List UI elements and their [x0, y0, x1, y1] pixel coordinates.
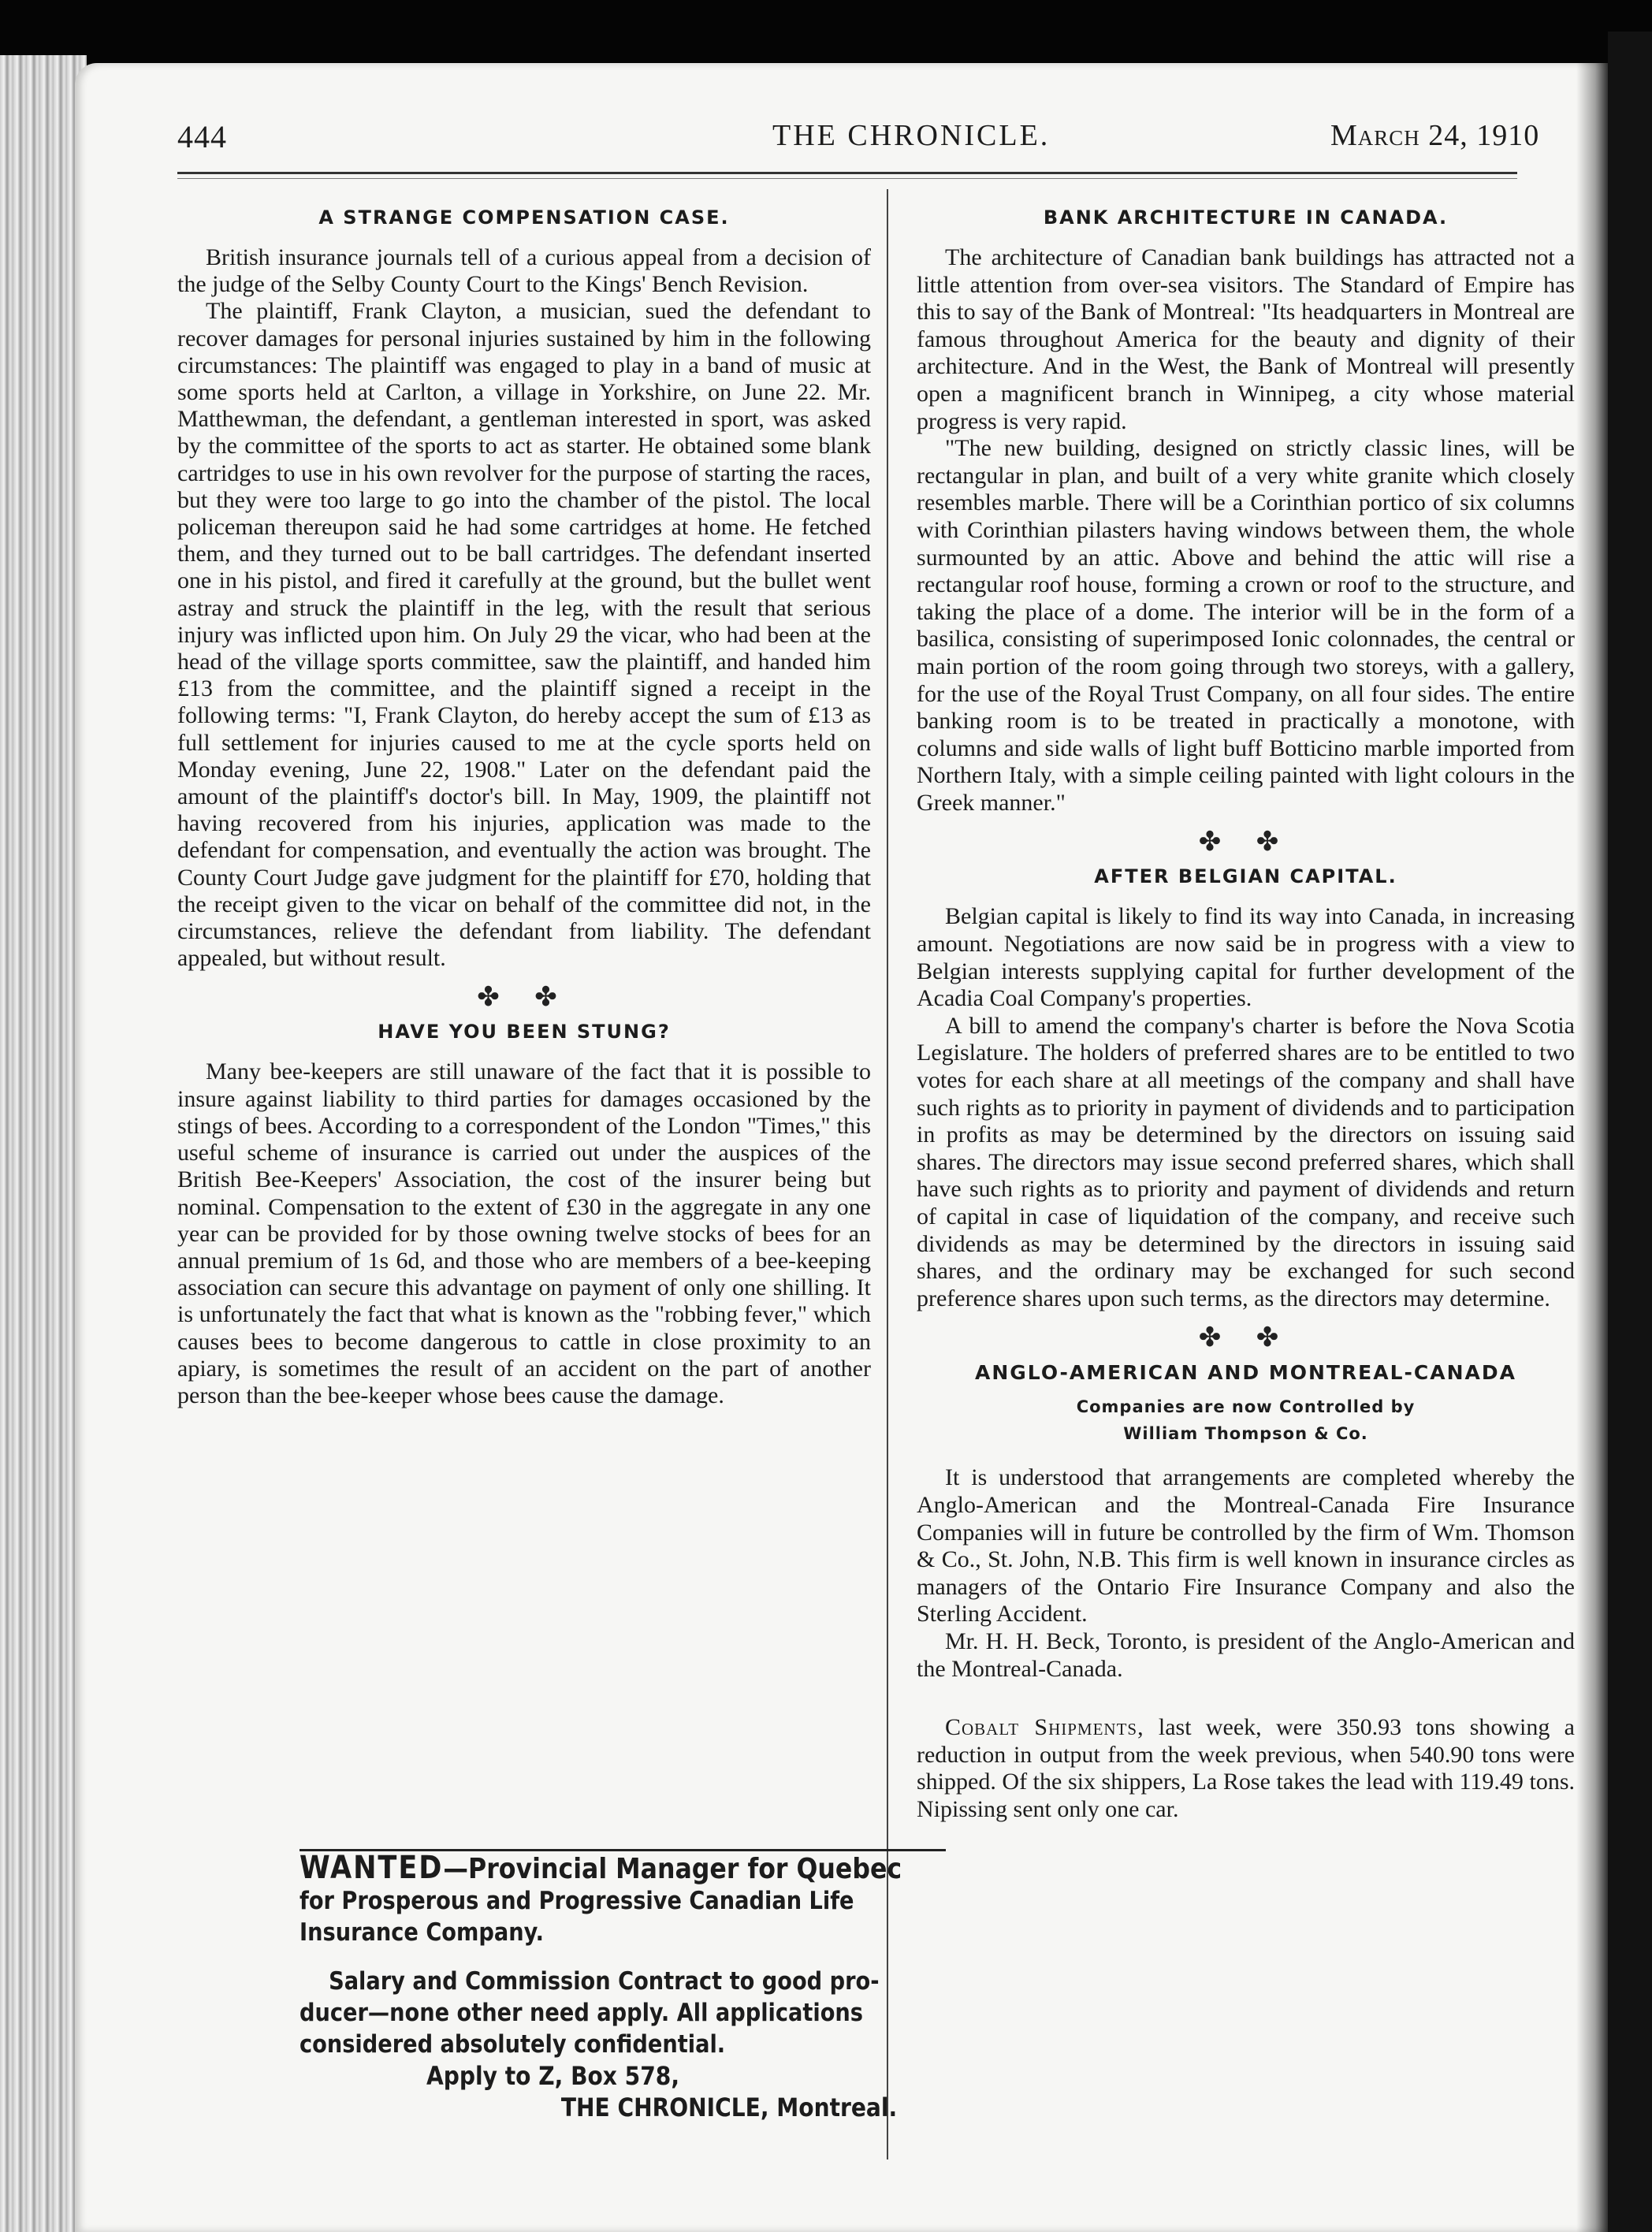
ad-line [300, 1852, 930, 1885]
article-title: A STRANGE COMPENSATION CASE. [318, 206, 730, 229]
article-title: ANGLO-AMERICAN AND MONTREAL-CANADA [975, 1361, 1516, 1385]
running-title: THE CHRONICLE. [772, 119, 1051, 152]
ad-line: THE CHRONICLE, Montreal. [560, 2092, 898, 2122]
issue-date: March 24, 1910 [1330, 119, 1540, 152]
ad-line: Apply to Z, Box 578, [426, 2061, 680, 2091]
article-paragraph: The architecture of Canadian bank buildings has attracted not a little attention from over-sea visitors. The Standard of Empire has this to say of the Bank of Montreal: "Its headquarters in Montreal are famous throughout America for the beauty and dignity of their architecture. And in the West, the Bank of Montreal will presently open a magnificent branch in Winnipeg, a city whose material progress is very rapid. [917, 244, 1575, 434]
ad-line-rest: —Provincial Manager for Quebec [443, 1853, 902, 1885]
page-number: 444 [177, 119, 227, 154]
subtitle-line: Companies are now Controlled by [1076, 1397, 1416, 1417]
article-paragraph: Many bee-keepers are still unaware of the fact that it is possible to insure against liability to third parties for damages occasioned by the stings of bees. According to a correspondent of the London "Times," this useful scheme of insurance is carried out under the auspices of the British Bee-Keepers' Association, the cost of the insurer being but nominal. Compensation to the extent of £30 in the aggregate in any one year can be provided for by those owning twelve stocks of bees for an annual premium of 1s 6d, and those who are members of a bee-keeping association can secure this advantage on payment of only one shilling. It is unfortunately the fact that what is known as the "robbing fever," which causes bees to become dangerous to cattle in close proximity to an apiary, is sometimes the result of an accident on the part of another person than the bee-keeper whose bees cause the damage. [177, 1058, 871, 1408]
scan-background-right [1608, 32, 1652, 2232]
article-subtitle [917, 1393, 1575, 1447]
ad-line: Salary and Commission Contract to good pro- [329, 1967, 880, 1996]
section-ornament: ✤ ✤ [1198, 828, 1293, 857]
article-title: AFTER BELGIAN CAPITAL. [1094, 865, 1397, 888]
left-column [177, 203, 871, 1409]
section-ornament: ✤ ✤ [1198, 1323, 1293, 1353]
ad-line: for Prosperous and Progressive Canadian Life [300, 1887, 854, 1915]
article-paragraph: British insurance journals tell of a curious appeal from a decision of the judge of the Selby County Court to the Kings' Bench Revision. [177, 244, 871, 298]
article-title: HAVE YOU BEEN STUNG? [378, 1021, 671, 1043]
cobalt-note-lead: Cobalt Shipments, [945, 1714, 1144, 1741]
header-rule-thin [177, 178, 1517, 179]
subtitle-line: William Thompson & Co. [1123, 1424, 1368, 1444]
right-column [917, 203, 1575, 1824]
spacer [917, 1683, 1575, 1714]
article-title: BANK ARCHITECTURE IN CANADA. [1043, 206, 1449, 229]
article-paragraph: "The new building, designed on strictly classic lines, will be rectangular in plan, and built of a very white granite which closely resembles marble. There will be a Corinthian portico of six columns with Corinthian pilasters having windows between them, the whole surmounted by an attic. Above and behind the attic will rise a rectangular roof house, forming a crown or roof to the structure, and taking the place of a dome. The interior will be in the form of a basilica, consisting of superimposed Ionic colonnades, the central or main portion of the room going through two storeys, with a gallery, for the use of the Royal Trust Company, on all four sides. The entire banking room is to be treated in practically a monotone, with columns and side walls of light buff Botticino marble imported from Northern Italy, with a simple ceiling painted with light colours in the Greek manner." [917, 435, 1575, 816]
section-ornament: ✤ ✤ [477, 983, 571, 1013]
article-paragraph: Belgian capital is likely to find its way into Canada, in increasing amount. Negotiations are now said be in progress with a view to Belgian interests supplying capital for further development of the Acadia Coal Company's properties. [917, 903, 1575, 1012]
ad-line: considered absolutely confidential. [300, 2030, 726, 2059]
gutter-shadow [1576, 63, 1608, 2232]
wanted-advertisement [300, 1852, 946, 2123]
ad-wanted: WANTED [300, 1850, 444, 1886]
article-paragraph: A bill to amend the company's charter is before the Nova Scotia Legislature. The holders of preferred shares are to be entitled to two votes for each share at all meetings of the company and shall have such rights as to priority in payment of dividends and to participation in profits as may be determined by the directors on issuing said shares. The directors may issue second preferred shares, which shall have such rights as to priority and payment of dividends and return of capital in case of liquidation of the company, and receive such dividends as may be determined by the directors in issuing said shares, and the ordinary may be exchanged for such second preference shares upon such terms, as the directors may determine. [917, 1012, 1575, 1311]
ad-line: Insurance Company. [300, 1918, 544, 1947]
ad-line: ducer—none other need apply. All applications [300, 1999, 863, 2027]
header-rule [177, 172, 1517, 174]
cobalt-note-text: last week, were 350.93 tons showing a reduction in output from the week previous, when 540.90 tons were shipped. Of the six shippers, La Rose takes the lead with 119.49 tons. Nipissing sent only one car. [917, 1714, 1575, 1822]
article-paragraph: Mr. H. H. Beck, Toronto, is president of the Anglo-American and the Montreal-Canada. [917, 1628, 1575, 1682]
article-paragraph: The plaintiff, Frank Clayton, a musician, sued the defendant to recover damages for personal injuries sustained by him in the following circumstances: The plaintiff was engaged to play in a band of music at some sports held at Carlton, a village in Yorkshire, on June 22. Mr. Matthewman, the defendant, a gentleman interested in sport, was asked by the committee of the sports to act as starter. He obtained some blank cartridges to use in his own revolver for the purpose of starting the races, but they were too large to go into the chamber of the pistol. The local policeman thereupon said he had some cartridges at home. He fetched them, and they turned out to be ball cartridges. The defendant inserted one in his pistol, and fired it carefully at the ground, but the bullet went astray and struck the plaintiff in the leg, with the result that serious injury was inflicted upon him. On July 29 the vicar, who had been at the head of the village sports committee, saw the plaintiff, and handed him £13 from the committee, and the plaintiff signed a receipt in the following terms: "I, Frank Clayton, do hereby accept the sum of £13 as full settlement for injuries caused to me at the cycle sports held on Monday evening, June 22, 1908." Later on the defendant paid the amount of the plaintiff's doctor's bill. In May, 1909, the plaintiff not having recovered from his injuries, application was made to the defendant for compensation, and eventually the action was brought. The County Court Judge gave judgment for the plaintiff for £70, holding that the receipt given to the vicar on behalf of the committee did not, in the circumstances, relieve the defendant from liability. The defendant appealed, but without result. [177, 298, 871, 972]
article-paragraph: It is understood that arrangements are completed whereby the Anglo-American and the Montreal-Canada Fire Insurance Companies will in future be controlled by the firm of Wm. Thomson & Co., St. John, N.B. This firm is well known in insurance circles as managers of the Ontario Fire Insurance Company and also the Sterling Accident. [917, 1464, 1575, 1628]
book-page-edges [0, 55, 87, 2232]
cobalt-note [917, 1714, 1575, 1823]
